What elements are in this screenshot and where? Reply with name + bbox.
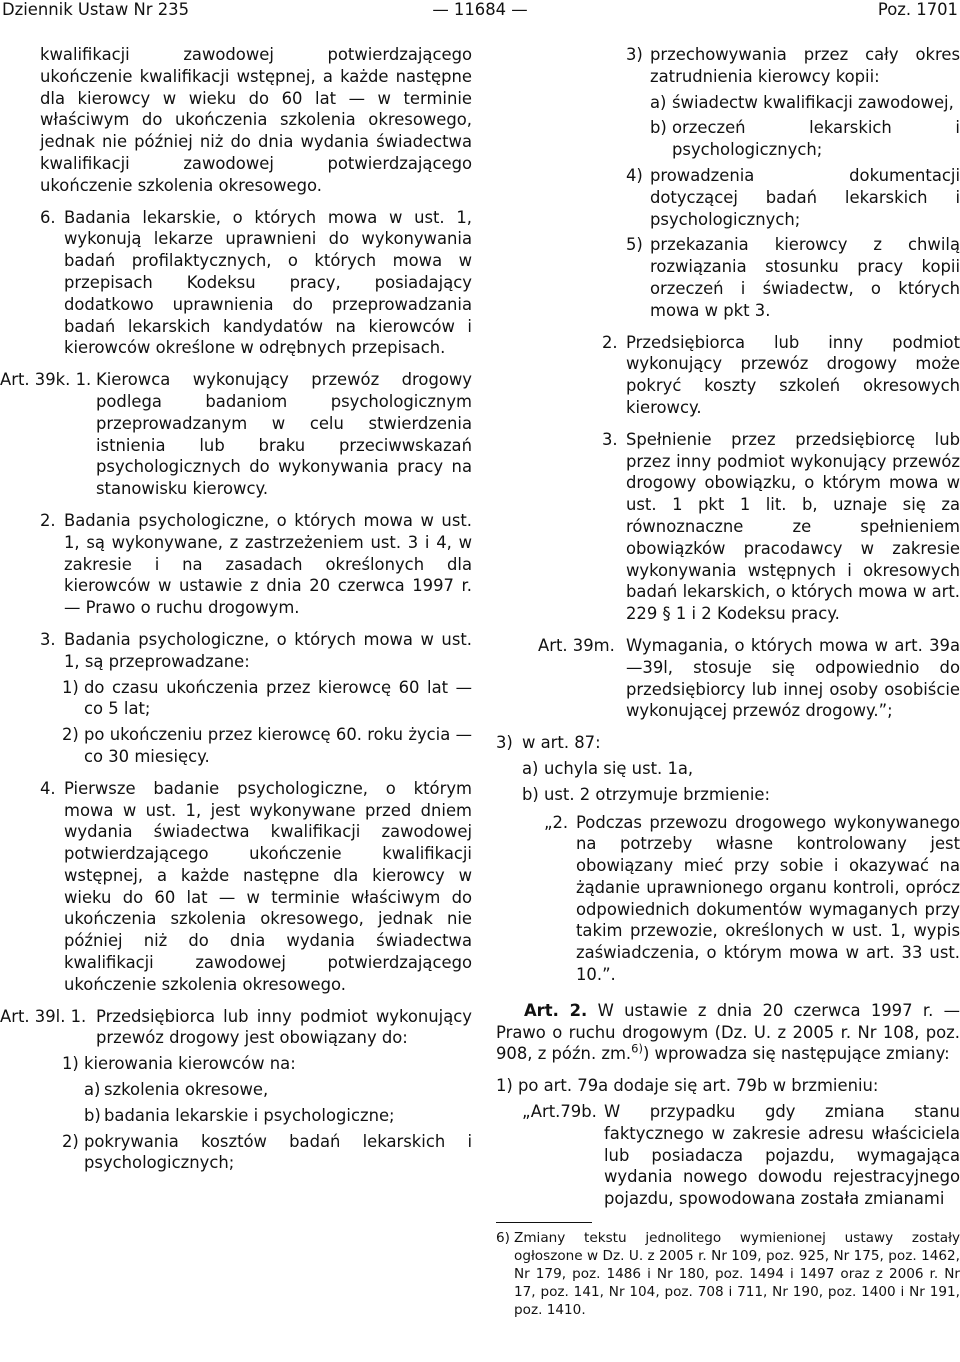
intro-paragraph: kwalifikacji zawodowej potwierdzającego ukończenie kwalifikacji wstępnej, a każde następne dla kierowcy w wieku do 60 lat — w terminie właściwym do ukończenia szkolenia okresowego, jednak nie później niż do dnia wydania świadectwa kwalifikacji zawodowej potwierdzającego ukończenie szkolenia okresowego. <box>40 45 472 195</box>
paragraph-39k-4: 4. Pierwsze badanie psychologiczne, o którym mowa w ust. 1, jest wykonywane przed dniem wydania świadectwa kwalifikacji zawodowej potwierdzającego ukończenie kwalifikacji wstępnej, a każde następne dla kierowcy w wieku do 60 lat — w terminie właściwym do ukończenia szkolenia okresowego, jednak nie później niż do dnia wydania świadectwa kwalifikacji zawodowej potwierdzającego ukończenie szkolenia okresowego. <box>40 778 472 994</box>
quoted-paragraph-2: „2. Podczas przewozu drogowego wykonywanego na potrzeby własne kontrolowany jest obowiązany mieć przy sobie i okazywać na żądanie uprawnionego organu kontroli, oprócz odpowiednich dokumentów wymaganych przy takim przewozie, określonych w ust. 1, wypis zaświadczenia, o którym mowa w art. 33 ust. 10.”. <box>544 812 960 985</box>
point-art79b: 1) po art. 79a dodaje się art. 79b w brzmieniu: <box>496 1076 879 1096</box>
point-39l-3: 3) przechowywania przez cały okres zatrudnienia kierowcy kopii: <box>626 45 960 86</box>
point-39l-3-a: a) świadectw kwalifikacji zawodowej, <box>650 92 954 112</box>
point-39k-3-1: 1) do czasu ukończenia przez kierowcę 60 lat — co 5 lat; <box>62 677 472 719</box>
journal-title: Dziennik Ustaw Nr 235 <box>2 0 190 19</box>
point-39l-2: 2) pokrywania kosztów badań lekarskich i psychologicznych; <box>62 1131 472 1173</box>
paragraph-39k-3: 3. Badania psychologiczne, o których mowa w ust. 1, są przeprowadzane: <box>40 629 472 671</box>
point-39l-1-b: b) badania lekarskie i psychologiczne; <box>84 1105 395 1125</box>
page-number: — 11684 — <box>432 0 528 19</box>
paragraph-39k-2: 2. Badania psychologiczne, o których mowa w ust. 1, są wykonywane, z zastrzeżeniem ust. 3 i 4, w zakresie i na zasadach określonych dla kierowców w ustawie z dnia 20 czerwca 1997 r. — Prawo o ruchu drogowym. <box>40 510 472 618</box>
right-column <box>496 44 960 1319</box>
paragraph-6: 6. Badania lekarskie, o których mowa w ust. 1, wykonują lekarze uprawnieni do wykonywania badań profilaktycznych, o których mowa w przepisach Kodeksu pracy, posiadający dodatkowo uprawnienia do przeprowadzania badań lekarskich kandydatów na kierowców i kierowców określone w odrębnych przepisach. <box>40 207 472 358</box>
point-39l-1: 1) kierowania kierowców na: <box>62 1054 296 1074</box>
point-39l-3-b: b) orzeczeń lekarskich i psychologicznych; <box>650 118 960 160</box>
page-header <box>0 0 960 20</box>
position-number: Poz. 1701 <box>877 0 958 19</box>
point-39l-5: 5) przekazania kierowcy z chwilą rozwiązania stosunku pracy kopii orzeczeń i świadectw, o których mowa w pkt 3. <box>626 235 960 320</box>
paragraph-39l-2: 2. Przedsiębiorca lub inny podmiot wykonujący przewóz drogowy może pokryć koszty szkoleń okresowych kierowcy. <box>602 332 960 417</box>
article-39m: Art. 39m. Wymagania, o których mowa w art. 39a—39l, stosuje się odpowiednio do przedsiębiorcy lub innej osoby osobiście wykonującej przewóz drogowy.”; <box>538 635 960 721</box>
article-label: Art. 39m. <box>538 635 615 655</box>
point-39k-3-2: 2) po ukończeniu przez kierowcę 60. roku życia — co 30 miesięcy. <box>62 725 472 766</box>
footnote-6: 6) Zmiany tekstu jednolitego wymienionej ustawy zostały ogłoszone w Dz. U. z 2005 r. Nr 109, poz. 925, Nr 175, poz. 1462, Nr 179, poz. 1486 i Nr 180, poz. 1494 i 1497 oraz z 2006 r. Nr 17, poz. 141, Nr 104, poz. 708 i 711, Nr 190, poz. 1400 i Nr 191, poz. 1410. <box>496 1230 960 1319</box>
point-art87: 3) w art. 87: <box>496 733 601 753</box>
footnote-ref: 6) <box>631 1042 643 1056</box>
article-label: Art. 39l. 1. <box>0 1006 87 1026</box>
point-39l-1-a: a) szkolenia okresowe, <box>84 1080 269 1100</box>
article-2: Art. 2. W ustawie z dnia 20 czerwca 1997 r. — Prawo o ruchu drogowym (Dz. U. z 2005 r. Nr 108, poz. 908, z późn. zm.$^{6)}$) wprowadza się następujące zmiany: <box>496 1000 960 1064</box>
article-39k: Art. 39k. 1. Kierowca wykonujący przewóz drogowy podlega badaniom psychologicznym przeprowadzanym w celu stwierdzenia istnienia lub braku przeciwwskazań psychologicznych do wykonywania pracy na stanowisku kierowcy. <box>0 370 472 499</box>
quoted-article-79b: „Art.79b. W przypadku gdy zmiana stanu faktycznego w zakresie adresu właściciela lub posiadacza pojazdu, wymagająca wydania nowego dowodu rejestracyjnego pojazdu, spowodowana została zmianami <box>522 1102 960 1209</box>
article-39l: Art. 39l. 1. Przedsiębiorca lub inny podmiot wykonujący przewóz drogowy jest obowiązany do: <box>0 1006 472 1048</box>
article-label: Art. 2. <box>524 1000 588 1020</box>
paragraph-39l-3: 3. Spełnienie przez przedsiębiorcę lub przez inny podmiot wykonujący przewóz drogowy obowiązku, o którym mowa w ust. 1 pkt 1 lit. b, uznaje się za równoznaczne ze spełnieniem obowiązków pracodawcy w zakresie wykonywania wstępnych i okresowych badań lekarskich, o których mowa w art. 229 § 1 i 2 Kodeksu pracy. <box>602 429 960 624</box>
left-column <box>0 44 472 1184</box>
footnote-divider <box>496 1222 592 1223</box>
article-label: Art. 39k. 1. <box>0 370 92 390</box>
point-art87-a: a) uchyla się ust. 1a, <box>522 758 694 778</box>
point-39l-4: 4) prowadzenia dokumentacji dotyczącej badań lekarskich i psychologicznych; <box>626 165 960 229</box>
point-art87-b: b) ust. 2 otrzymuje brzmienie: <box>522 784 771 804</box>
